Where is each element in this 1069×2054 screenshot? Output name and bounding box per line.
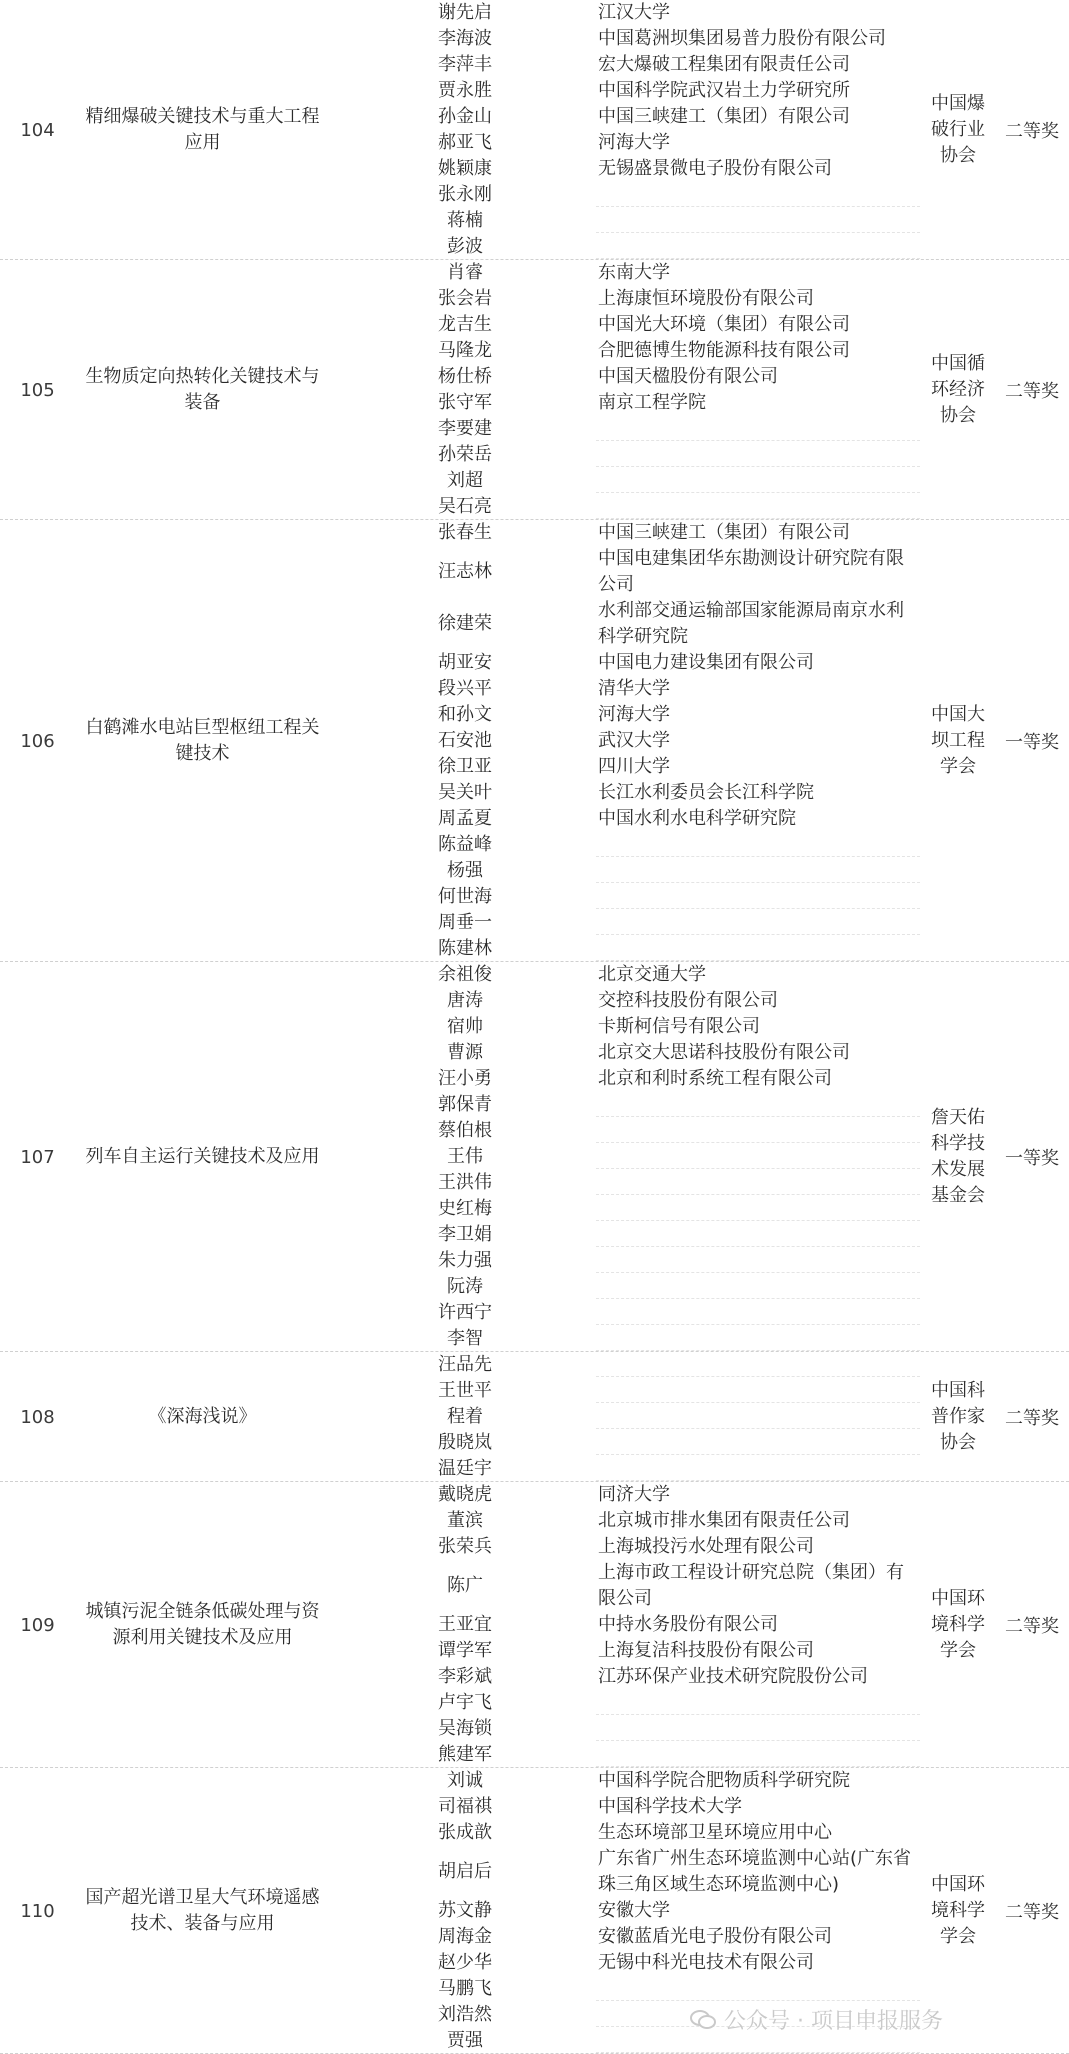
wechat-icon — [690, 2010, 716, 2030]
unit-name: 卡斯柯信号有限公司 — [598, 1016, 760, 1037]
person-name: 陈建林 — [438, 938, 492, 959]
row-number: 106 — [20, 730, 55, 752]
empty-unit-line — [596, 1402, 920, 1403]
unit-name: 河海大学 — [598, 704, 670, 725]
empty-unit-line — [596, 960, 920, 961]
person-name: 熊建军 — [438, 1744, 492, 1765]
unit-name: 上海城投污水处理有限公司 — [598, 1536, 814, 1557]
empty-unit-line — [596, 934, 920, 935]
unit-name: 中国三峡建工（集团）有限公司 — [598, 106, 850, 127]
nominating-organization: 詹天佑科学技术发展基金会 — [931, 1107, 985, 1206]
table-row — [0, 1352, 1069, 1482]
person-name: 王亚宜 — [438, 1614, 492, 1635]
table-row — [0, 0, 1069, 260]
empty-unit-line — [596, 856, 920, 857]
empty-unit-line — [596, 466, 920, 467]
nominating-organization: 中国循环经济协会 — [931, 353, 985, 426]
empty-unit-line — [596, 1116, 920, 1117]
unit-name: 江汉大学 — [598, 2, 670, 23]
unit-name: 同济大学 — [598, 1484, 670, 1505]
award-level: 二等奖 — [1005, 1902, 1059, 1923]
person-name: 彭波 — [447, 236, 483, 257]
award-level: 一等奖 — [1005, 732, 1059, 753]
empty-unit-line — [596, 2052, 920, 2053]
nominating-organization: 中国大坝工程学会 — [931, 704, 985, 777]
project-name: 精细爆破关键技术与重大工程应用 — [85, 106, 320, 153]
person-name: 曹源 — [447, 1042, 483, 1063]
unit-name: 无锡盛景微电子股份有限公司 — [598, 158, 832, 179]
person-name: 肖睿 — [447, 262, 483, 283]
person-name: 陈益峰 — [438, 834, 492, 855]
empty-unit-line — [596, 440, 920, 441]
person-name: 马隆龙 — [438, 340, 492, 361]
project-name: 白鹤滩水电站巨型枢纽工程关键技术 — [85, 717, 320, 764]
person-name: 汪品先 — [438, 1354, 492, 1375]
person-name: 龙吉生 — [438, 314, 492, 335]
empty-unit-line — [596, 518, 920, 519]
person-name: 李海波 — [438, 28, 492, 49]
empty-unit-line — [596, 1350, 920, 1351]
nominating-organization: 中国环境科学学会 — [931, 1588, 985, 1661]
person-name: 史红梅 — [438, 1198, 492, 1219]
empty-unit-line — [596, 882, 920, 883]
person-name: 程着 — [447, 1406, 483, 1427]
person-name: 贾永胜 — [438, 80, 492, 101]
unit-name: 武汉大学 — [598, 730, 670, 751]
unit-name: 上海康恒环境股份有限公司 — [598, 288, 814, 309]
person-name: 汪小勇 — [438, 1068, 492, 1089]
project-name: 生物质定向热转化关键技术与装备 — [85, 366, 320, 413]
person-name: 陈广 — [447, 1575, 483, 1596]
unit-name: 中国水利水电科学研究院 — [598, 808, 796, 829]
empty-unit-line — [596, 1142, 920, 1143]
unit-name: 中国科学院武汉岩土力学研究所 — [598, 80, 850, 101]
row-number: 107 — [20, 1146, 55, 1168]
person-name: 蒋楠 — [447, 210, 483, 231]
person-name: 李萍丰 — [438, 54, 492, 75]
table-row — [0, 1482, 1069, 1768]
row-number: 109 — [20, 1614, 55, 1636]
person-name: 刘诚 — [447, 1770, 483, 1791]
person-name: 郭保青 — [438, 1094, 492, 1115]
unit-name: 中持水务股份有限公司 — [598, 1614, 778, 1635]
unit-name: 中国三峡建工（集团）有限公司 — [598, 522, 850, 543]
person-name: 周海金 — [438, 1926, 492, 1947]
unit-name: 中国葛洲坝集团易普力股份有限公司 — [598, 28, 886, 49]
person-name: 孙金山 — [438, 106, 492, 127]
unit-name: 中国科学院合肥物质科学研究院 — [598, 1770, 850, 1791]
empty-unit-line — [596, 1376, 920, 1377]
person-name: 李要建 — [438, 418, 492, 439]
person-name: 蔡伯根 — [438, 1120, 492, 1141]
unit-name: 宏大爆破工程集团有限责任公司 — [598, 54, 850, 75]
row-number: 108 — [20, 1406, 55, 1428]
table-row — [0, 520, 1069, 962]
unit-name: 清华大学 — [598, 678, 670, 699]
person-name: 张永刚 — [438, 184, 492, 205]
row-number: 105 — [20, 379, 55, 401]
award-level: 二等奖 — [1005, 381, 1059, 402]
empty-unit-line — [596, 1480, 920, 1481]
unit-name: 中国天楹股份有限公司 — [598, 366, 778, 387]
person-name: 吴石亮 — [438, 496, 492, 517]
person-name: 马鹏飞 — [438, 1978, 492, 1999]
project-name: 《深海浅说》 — [148, 1406, 257, 1427]
unit-name: 无锡中科光电技术有限公司 — [598, 1952, 814, 1973]
person-name: 石安池 — [438, 730, 492, 751]
row-number: 104 — [20, 119, 55, 141]
empty-unit-line — [596, 232, 920, 233]
unit-name: 交控科技股份有限公司 — [598, 990, 778, 1011]
person-name: 杨强 — [447, 860, 483, 881]
person-name: 刘浩然 — [438, 2004, 492, 2025]
unit-name: 北京交大思诺科技股份有限公司 — [598, 1042, 850, 1063]
person-name: 贾强 — [447, 2030, 483, 2051]
person-name: 张守军 — [438, 392, 492, 413]
unit-name: 合肥德博生物能源科技有限公司 — [598, 340, 850, 361]
unit-name: 生态环境部卫星环境应用中心 — [598, 1822, 832, 1843]
empty-unit-line — [596, 1740, 920, 1741]
person-name: 余祖俊 — [438, 964, 492, 985]
person-name: 殷晓岚 — [438, 1432, 492, 1453]
person-name: 胡亚安 — [438, 652, 492, 673]
person-name: 吴海锁 — [438, 1718, 492, 1739]
person-name: 张会岩 — [438, 288, 492, 309]
person-name: 杨仕桥 — [438, 366, 492, 387]
person-name: 李彩斌 — [438, 1666, 492, 1687]
unit-name: 安徽大学 — [598, 1900, 670, 1921]
person-name: 和孙文 — [438, 704, 492, 725]
empty-unit-line — [596, 1168, 920, 1169]
empty-unit-line — [596, 1272, 920, 1273]
person-name: 刘超 — [447, 470, 483, 491]
project-name: 城镇污泥全链条低碳处理与资源利用关键技术及应用 — [85, 1601, 320, 1648]
empty-unit-line — [596, 1714, 920, 1715]
person-name: 李卫娟 — [438, 1224, 492, 1245]
person-name: 唐涛 — [447, 990, 483, 1011]
project-name: 国产超光谱卫星大气环境遥感技术、装备与应用 — [85, 1887, 320, 1934]
award-level: 二等奖 — [1005, 1408, 1059, 1429]
person-name: 董滨 — [447, 1510, 483, 1531]
person-name: 张荣兵 — [438, 1536, 492, 1557]
unit-name: 河海大学 — [598, 132, 670, 153]
table-row — [0, 260, 1069, 520]
empty-unit-line — [596, 1246, 920, 1247]
person-name: 郝亚飞 — [438, 132, 492, 153]
person-name: 徐建荣 — [438, 613, 492, 634]
award-level: 一等奖 — [1005, 1148, 1059, 1169]
unit-name: 广东省广州生态环境监测中心站(广东省珠三角区域生态环境监测中心) — [598, 1848, 912, 1895]
unit-name: 中国电力建设集团有限公司 — [598, 652, 814, 673]
nominating-organization: 中国环境科学学会 — [931, 1874, 985, 1947]
empty-unit-line — [596, 1220, 920, 1221]
empty-unit-line — [596, 1194, 920, 1195]
unit-name: 中国科学技术大学 — [598, 1796, 742, 1817]
empty-unit-line — [596, 1428, 920, 1429]
person-name: 王伟 — [447, 1146, 483, 1167]
person-name: 汪志林 — [438, 561, 492, 582]
row-number: 110 — [20, 1900, 55, 1922]
person-name: 孙荣岳 — [438, 444, 492, 465]
person-name: 赵少华 — [438, 1952, 492, 1973]
unit-name: 水利部交通运输部国家能源局南京水利科学研究院 — [598, 600, 904, 647]
person-name: 谭学军 — [438, 1640, 492, 1661]
person-name: 周垂一 — [438, 912, 492, 933]
award-level: 二等奖 — [1005, 1616, 1059, 1637]
unit-name: 上海市政工程设计研究总院（集团）有限公司 — [598, 1562, 904, 1609]
empty-unit-line — [596, 492, 920, 493]
person-name: 张春生 — [438, 522, 492, 543]
empty-unit-line — [596, 1454, 920, 1455]
nominating-organization: 中国爆破行业协会 — [931, 93, 985, 166]
unit-name: 中国光大环境（集团）有限公司 — [598, 314, 850, 335]
watermark-text: 公众号 · 项目申报服务 — [724, 2009, 943, 2034]
person-name: 司福祺 — [438, 1796, 492, 1817]
unit-name: 上海复洁科技股份有限公司 — [598, 1640, 814, 1661]
unit-name: 长江水利委员会长江科学院 — [598, 782, 814, 803]
person-name: 张成歆 — [438, 1822, 492, 1843]
person-name: 苏文静 — [438, 1900, 492, 1921]
empty-unit-line — [596, 206, 920, 207]
empty-unit-line — [596, 1766, 920, 1767]
unit-name: 北京城市排水集团有限责任公司 — [598, 1510, 850, 1531]
table-row — [0, 962, 1069, 1352]
person-name: 胡启后 — [438, 1861, 492, 1882]
project-name: 列车自主运行关键技术及应用 — [85, 1146, 320, 1167]
person-name: 戴晓虎 — [438, 1484, 492, 1505]
empty-unit-line — [596, 1298, 920, 1299]
person-name: 王洪伟 — [438, 1172, 492, 1193]
person-name: 吴关叶 — [438, 782, 492, 803]
watermark — [690, 2004, 943, 2035]
empty-unit-line — [596, 2000, 920, 2001]
unit-name: 安徽蓝盾光电子股份有限公司 — [598, 1926, 832, 1947]
unit-name: 东南大学 — [598, 262, 670, 283]
person-name: 宿帅 — [447, 1016, 483, 1037]
empty-unit-line — [596, 908, 920, 909]
person-name: 王世平 — [438, 1380, 492, 1401]
unit-name: 北京和利时系统工程有限公司 — [598, 1068, 832, 1089]
person-name: 阮涛 — [447, 1276, 483, 1297]
person-name: 朱力强 — [438, 1250, 492, 1271]
unit-name: 南京工程学院 — [598, 392, 706, 413]
person-name: 段兴平 — [438, 678, 492, 699]
empty-unit-line — [596, 258, 920, 259]
person-name: 何世海 — [438, 886, 492, 907]
person-name: 李智 — [447, 1328, 483, 1349]
award-level: 二等奖 — [1005, 121, 1059, 142]
unit-name: 北京交通大学 — [598, 964, 706, 985]
unit-name: 江苏环保产业技术研究院股份公司 — [598, 1666, 868, 1687]
empty-unit-line — [596, 1324, 920, 1325]
unit-name: 四川大学 — [598, 756, 670, 777]
person-name: 徐卫亚 — [438, 756, 492, 777]
person-name: 周孟夏 — [438, 808, 492, 829]
person-name: 谢先启 — [438, 2, 492, 23]
nominating-organization: 中国科普作家协会 — [931, 1380, 985, 1453]
unit-name: 中国电建集团华东勘测设计研究院有限公司 — [598, 548, 904, 595]
person-name: 温廷宇 — [438, 1458, 492, 1479]
person-name: 许西宁 — [438, 1302, 492, 1323]
person-name: 姚颖康 — [438, 158, 492, 179]
person-name: 卢宇飞 — [438, 1692, 492, 1713]
